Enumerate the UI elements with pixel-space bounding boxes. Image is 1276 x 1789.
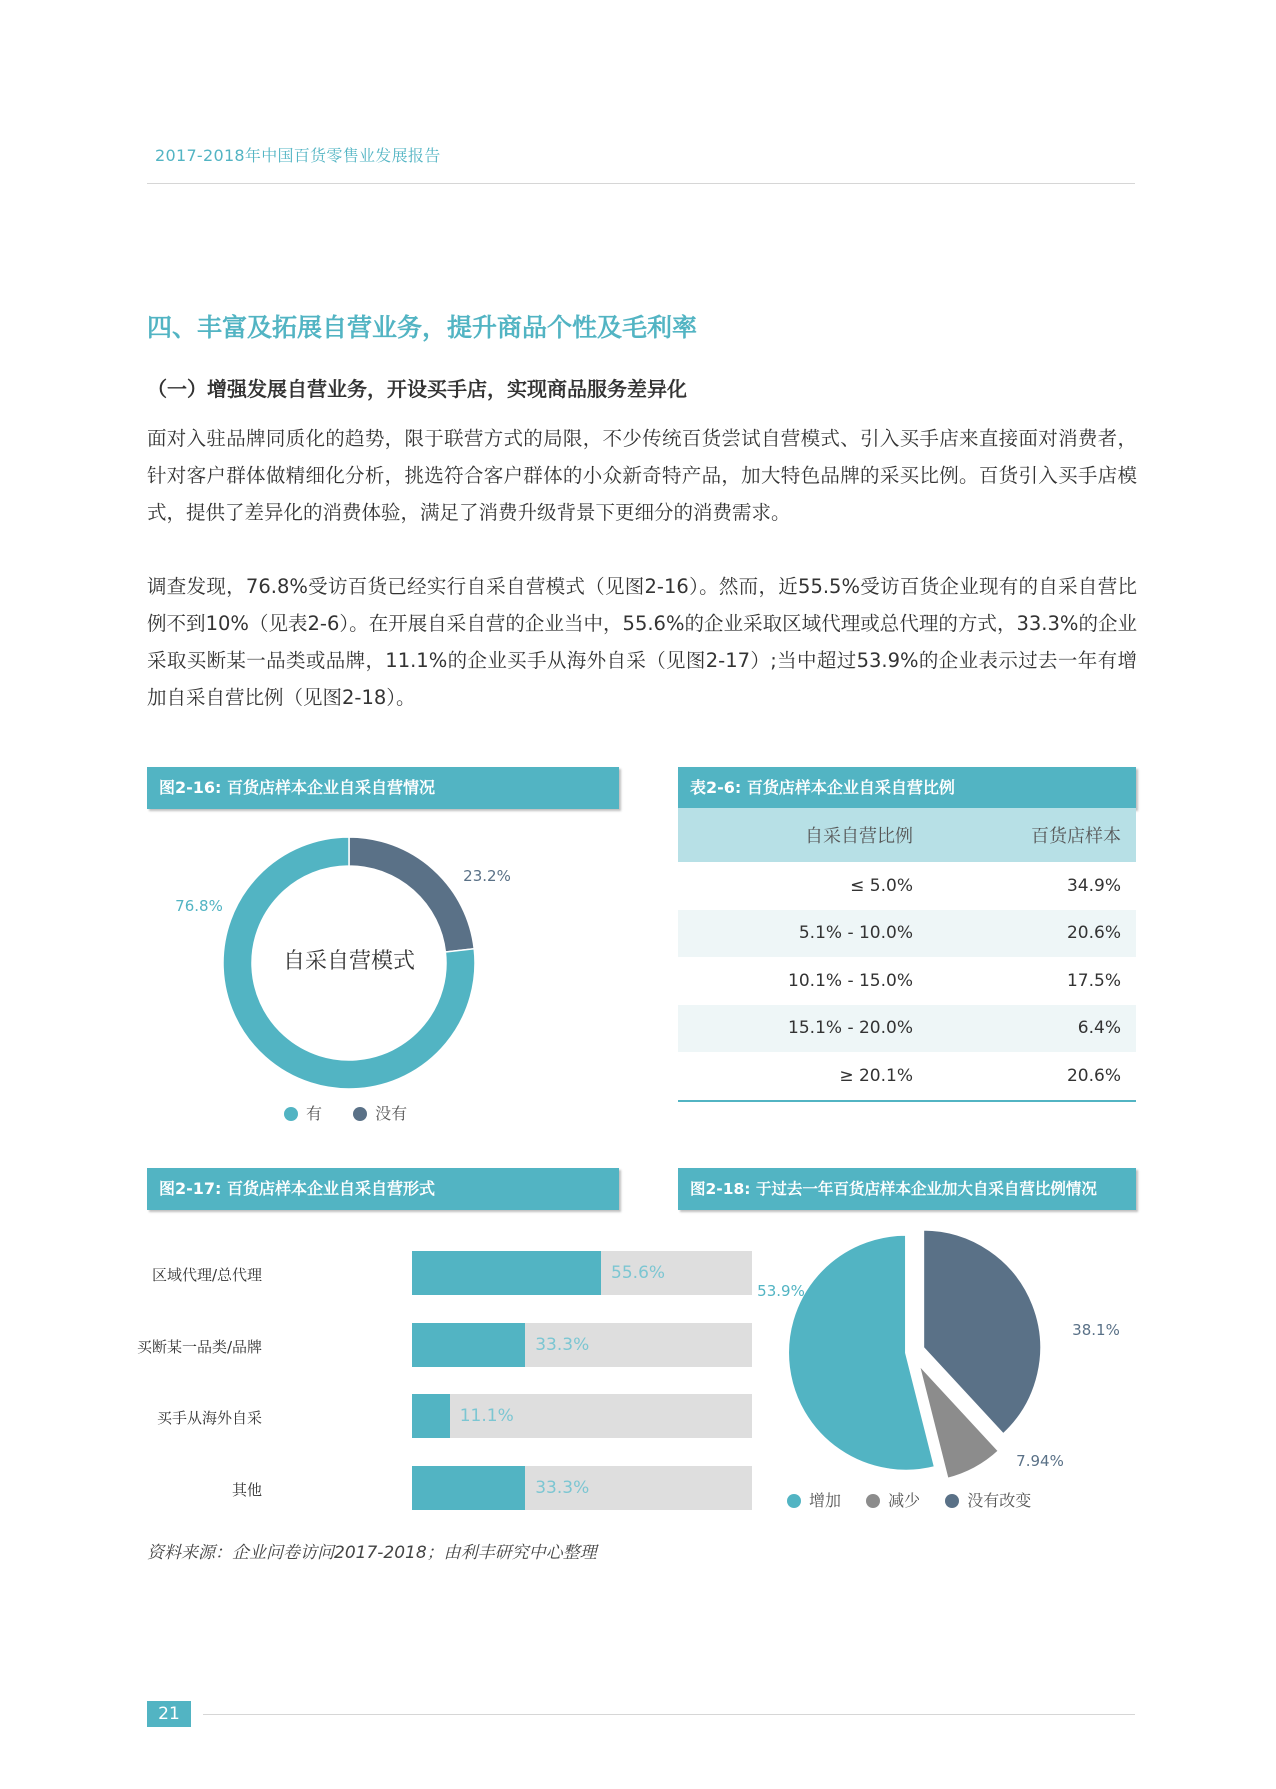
fig217-title: 图2-17: 百货店样本企业自采自营形式 xyxy=(147,1168,619,1210)
legend-dot xyxy=(866,1494,880,1508)
bar xyxy=(412,1466,525,1510)
table26-title: 表2-6: 百货店样本企业自采自营比例 xyxy=(678,767,1136,809)
table-cell: 10.1% - 15.0% xyxy=(788,970,913,991)
bar xyxy=(412,1394,450,1438)
data-label-unchanged: 38.1% xyxy=(1072,1321,1120,1339)
legend-dot xyxy=(945,1494,959,1508)
table-header-ratio: 自采自营比例 xyxy=(805,826,913,847)
source-note: 资料来源：企业问卷访问2017-2018；由利丰研究中心整理 xyxy=(147,1543,597,1563)
footer-divider xyxy=(203,1714,1135,1715)
fig216-donut-chart xyxy=(147,820,619,1120)
fig218-pie-chart xyxy=(678,1220,1136,1490)
bar xyxy=(412,1251,601,1295)
bar-category-label: 买手从海外自采 xyxy=(156,1409,262,1427)
table-bottom-rule xyxy=(678,1100,1136,1102)
bar-value-label: 11.1% xyxy=(459,1406,514,1426)
paragraph-2: 调查发现，76.8%受访百货已经实行自采自营模式（见图2-16）。然而，近55.5%受访百货企业现有的自采自营比例不到10%（见表2-6）。在开展自采自营的企业当中，55.6%的企业采取区域代理或总代理的方式，33.3%的企业采取买断某一品类或品牌，11.1%的企业买手从海外自采（见图2-17）;当中超过53.9%的企业表示过去一年有增加自采自营比例（见图2-18）。 xyxy=(147,575,1137,709)
table-cell: 6.4% xyxy=(1077,1018,1121,1039)
pie-slices xyxy=(788,1230,1041,1479)
legend-label: 没有 xyxy=(375,1104,408,1123)
table-cell: 17.5% xyxy=(1066,970,1121,991)
legend-dot xyxy=(353,1107,367,1121)
donut-center-label: 自采自营模式 xyxy=(282,949,416,974)
data-label-yes: 76.8% xyxy=(175,897,223,915)
fig217-bar-chart xyxy=(130,1245,666,1525)
bar xyxy=(412,1323,525,1367)
data-label-no: 23.2% xyxy=(463,867,511,885)
table-row xyxy=(678,1005,1136,1053)
header-divider xyxy=(147,183,1135,184)
table-header-row xyxy=(678,808,1136,862)
table-cell: 5.1% - 10.0% xyxy=(798,923,913,944)
subsection-title: （一）增强发展自营业务，开设买手店，实现商品服务差异化 xyxy=(147,377,687,401)
table-cell: ≤ 5.0% xyxy=(850,875,913,896)
bar-value-label: 33.3% xyxy=(535,1335,590,1355)
legend-label: 减少 xyxy=(888,1491,921,1510)
bar-category-label: 区域代理/总代理 xyxy=(151,1266,262,1284)
table-cell: 20.6% xyxy=(1066,923,1121,944)
legend-dot xyxy=(787,1494,801,1508)
data-label-decrease: 7.94% xyxy=(1016,1452,1064,1470)
bar-value-label: 33.3% xyxy=(535,1478,590,1498)
table-row xyxy=(678,910,1136,958)
paragraph-1: 面对入驻品牌同质化的趋势，限于联营方式的局限，不少传统百货尝试自营模式、引入买手店来直接面对消费者，针对客户群体做精细化分析，挑选符合客户群体的小众新奇特产品，加大特色品牌的采买比例。百货引入买手店模式，提供了差异化的消费体验，满足了消费升级背景下更细分的消费需求。 xyxy=(147,427,1137,524)
bar-category-label: 买断某一品类/品牌 xyxy=(136,1338,262,1356)
table-cell: 15.1% - 20.0% xyxy=(788,1018,913,1039)
table-cell: 20.6% xyxy=(1066,1065,1121,1086)
pie-slice-increase xyxy=(788,1235,935,1471)
table-row xyxy=(678,957,1136,1005)
legend-item-unchanged xyxy=(945,1491,1031,1510)
data-label-increase: 53.9% xyxy=(757,1282,805,1300)
donut-slice-no xyxy=(349,837,474,952)
fig216-title: 图2-16: 百货店样本企业自采自营情况 xyxy=(147,767,619,809)
bar-category-label: 其他 xyxy=(231,1481,262,1499)
legend-label: 增加 xyxy=(809,1491,842,1510)
bar-value-label: 55.6% xyxy=(611,1263,666,1283)
table-row xyxy=(678,862,1136,910)
table-cell: ≥ 20.1% xyxy=(839,1065,913,1086)
fig218-title: 图2-18: 于过去一年百货店样本企业加大自采自营比例情况 xyxy=(678,1168,1136,1210)
report-title: 2017-2018年中国百货零售业发展报告 xyxy=(155,146,441,165)
legend-item-no xyxy=(353,1104,407,1123)
page-number: 21 xyxy=(147,1701,191,1727)
legend-label: 有 xyxy=(306,1104,323,1123)
table26 xyxy=(678,808,1136,1102)
legend-label: 没有改变 xyxy=(967,1491,1032,1510)
fig218-legend xyxy=(787,1488,1057,1511)
legend-item-yes xyxy=(284,1104,322,1123)
section-title: 四、丰富及拓展自营业务，提升商品个性及毛利率 xyxy=(147,313,698,342)
legend-item-decrease xyxy=(866,1491,920,1510)
table-header-sample: 百货店样本 xyxy=(1031,826,1121,847)
table-cell: 34.9% xyxy=(1066,875,1121,896)
fig216-legend xyxy=(284,1101,433,1124)
table-row xyxy=(678,1052,1136,1100)
legend-item-increase xyxy=(787,1491,841,1510)
legend-dot xyxy=(284,1107,298,1121)
